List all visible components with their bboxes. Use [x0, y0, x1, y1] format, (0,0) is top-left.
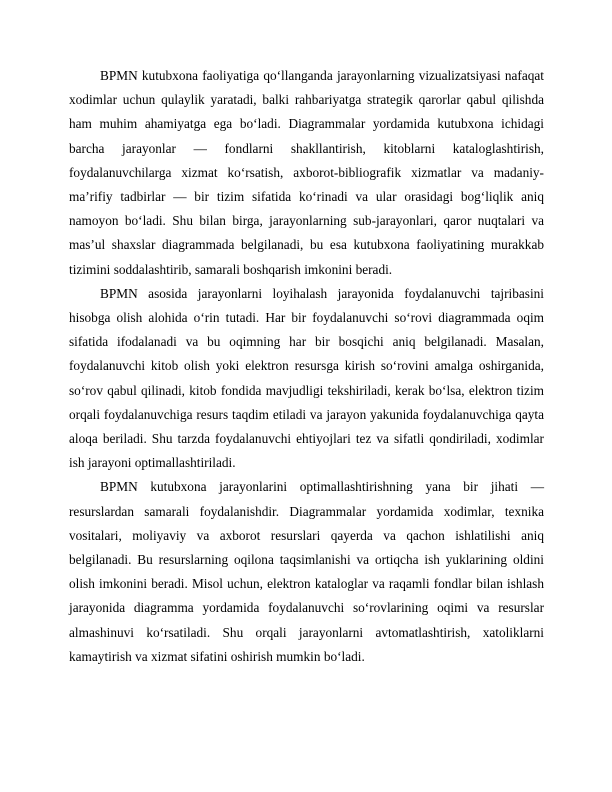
- paragraph-user-experience: BPMN asosida jarayonlarni loyihalash jarayonida foydalanuvchi tajribasini hisobga olish alohida o‘rin tutadi. Har bir foydalanuvchi so‘rovi diagrammada oqim sifatida ifodalanadi va bu oqimning har bir bosqichi aniq belgilanadi. Masalan, foydalanuvchi kitob olish yoki elektron resursga kirish so‘rovini amalga oshirganida, so‘rov qabul qilinadi, kitob fondida mavjudligi tekshiriladi, kerak bo‘lsa, elektron tizim orqali foydalanuvchiga resurs taqdim etiladi va jarayon yakunida foydalanuvchiga qayta aloqa beriladi. Shu tarzda foydalanuvchi ehtiyojlari tez va sifatli qondiriladi, xodimlar ish jarayoni optimallashtiriladi.: [69, 285, 544, 471]
- paragraph-resource-optimization: BPMN kutubxona jarayonlarini optimallashtirishning yana bir jihati — resurslardan samarali foydalanishdir. Diagrammalar yordamida xodimlar, texnika vositalari, moliyaviy va axborot resurslari qayerda va qachon ishlatilishi aniq belgilanadi. Bu resurslarning oqilona taqsimlanishi va ortiqcha ish yuklarining oldini olish imkonini beradi. Misol uchun, elektron kataloglar va raqamli fondlar bilan ishlash jarayonida diagramma yordamida foydalanuvchi so‘rovlarining oqimi va resurslar almashinuvi ko‘rsatiladi. Shu orqali jarayonlarni avtomatlashtirish, xatoliklarni kamaytirish va xizmat sifatini oshirish mumkin bo‘ladi.: [69, 479, 544, 664]
- paragraph-visualization: BPMN kutubxona faoliyatiga qo‘llanganda jarayonlarning vizualizatsiyasi nafaqat xodimlar uchun qulaylik yaratadi, balki rahbariyatga strategik qarorlar qabul qilishda ham muhim ahamiyatga ega bo‘ladi. Diagrammalar yordamida kutubxona ichidagi barcha jarayonlar — fondlarni shakllantirish, kitoblarni kataloglashtirish, foydalanuvchilarga xizmat ko‘rsatish, axborot-bibliografik xizmatlar va madaniy-ma’rifiy tadbirlar — bir tizim sifatida ko‘rinadi va ular orasidagi bog‘liqlik aniq namoyon bo‘ladi. Shu bilan birga, jarayonlarning sub-jarayonlari, qaror nuqtalari va mas’ul shaxslar diagrammada belgilanadi, bu esa kutubxona faoliyatining murakkab tizimini soddalashtirib, samarali boshqarish imkonini beradi.: [69, 68, 544, 277]
- document-page: [69, 64, 544, 669]
